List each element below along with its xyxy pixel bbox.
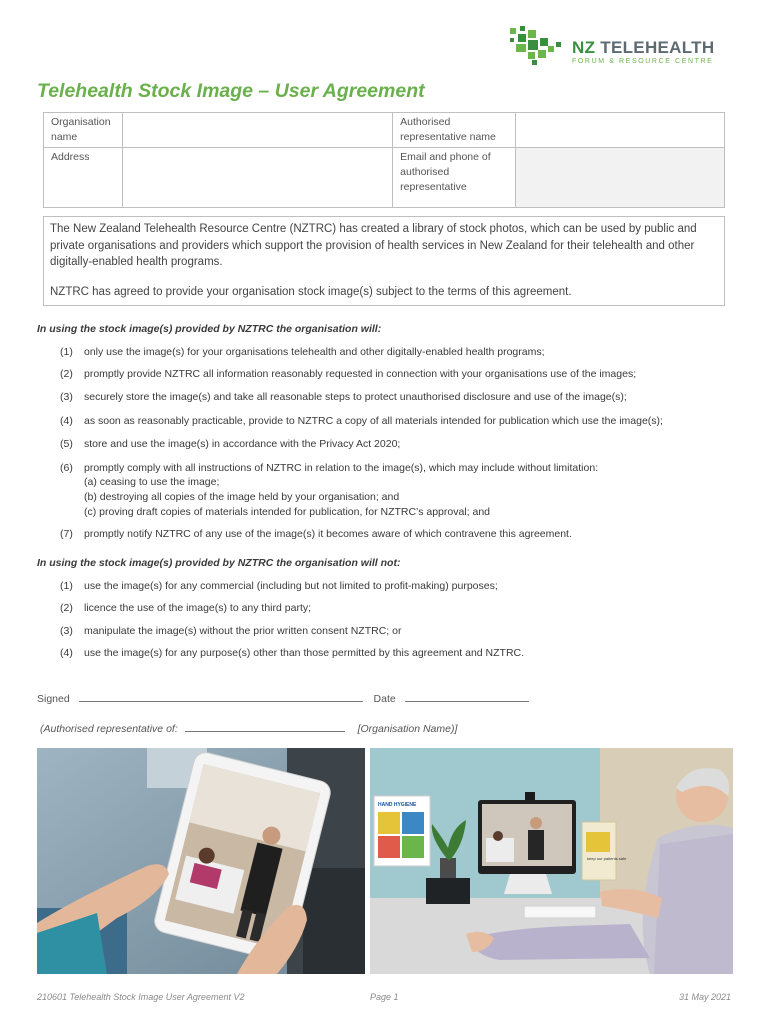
clause-text: as soon as reasonably practicable, provide to NZTRC a copy of all materials intended for publication which use the image(s); (84, 415, 663, 427)
org-name-field[interactable] (122, 113, 393, 148)
clause-number: (4) (60, 415, 73, 427)
leaflet-text: keep our patients safe (587, 856, 627, 861)
clause-text: use the image(s) for any commercial (including but not limited to profit-making) purposes; (84, 580, 498, 592)
organisation-details-table (43, 112, 725, 208)
clause-number: (5) (60, 438, 73, 450)
org-name-label: Organisation name (44, 113, 123, 148)
footer-page-number: Page 1 (370, 992, 399, 1002)
tablet-video-call-photo (37, 748, 365, 974)
logo-name (572, 38, 714, 58)
signature-line (37, 691, 529, 705)
clause-number: (2) (60, 602, 73, 614)
clause-number: (3) (60, 391, 73, 403)
rep-of-field[interactable] (185, 721, 345, 732)
intro-paragraph-2: NZTRC has agreed to provide your organisation stock image(s) subject to the terms of this agreement. (50, 285, 572, 298)
clause-number: (1) (60, 346, 73, 358)
rep-contact-label: Email and phone of authorised representative (393, 148, 516, 208)
intro-box (43, 216, 725, 306)
will-heading: In using the stock image(s) provided by NZTRC the organisation will: (37, 323, 382, 335)
page-title: Telehealth Stock Image – User Agreement (37, 80, 425, 102)
clause-text: promptly comply with all instructions of NZTRC in relation to the image(s), which may include without limitation: (84, 462, 599, 474)
address-field[interactable] (122, 148, 393, 208)
rep-of-label: (Authorised representative of: (40, 723, 178, 735)
will-not-heading: In using the stock image(s) provided by NZTRC the organisation will not: (37, 557, 401, 569)
clause-number: (7) (60, 528, 73, 540)
date-label: Date (373, 693, 396, 705)
date-field[interactable] (405, 691, 529, 702)
clause-number: (1) (60, 580, 73, 592)
footer-date: 31 May 2021 (679, 992, 732, 1002)
clause-number: (3) (60, 625, 73, 637)
poster-title: HAND HYGIENE (378, 802, 417, 808)
signature-field[interactable] (79, 691, 363, 702)
clause-number: (6) (60, 462, 73, 474)
clause-text: securely store the image(s) and take all reasonable steps to protect unauthorised disclosure and use of the image(s); (84, 391, 627, 403)
clause-text: use the image(s) for any purpose(s) other than those permitted by this agreement and NZTRC. (84, 647, 525, 659)
signed-label: Signed (37, 693, 70, 705)
logo-name-telehealth: TELEHEALTH (600, 38, 715, 57)
clause-number: (4) (60, 647, 73, 659)
address-label: Address (44, 148, 123, 208)
desktop-video-call-photo (370, 748, 733, 974)
clause-text: licence the use of the image(s) to any third party; (84, 602, 312, 614)
organisation-name-placeholder: [Organisation Name)] (357, 723, 458, 735)
intro-paragraph-1: The New Zealand Telehealth Resource Centre (NZTRC) has created a library of stock photos, which can be used by public and private organisations and providers which support the provision of health services in New Zealand for their telehealth and other digitally-enabled health programs. (50, 223, 697, 268)
sub-clause: (a) ceasing to use the image; (84, 476, 220, 488)
clause-text: manipulate the image(s) without the prior written consent NZTRC; or (84, 625, 402, 637)
representative-line (40, 721, 457, 735)
clause-text: store and use the image(s) in accordance with the Privacy Act 2020; (84, 438, 401, 450)
sub-clause: (c) proving draft copies of materials intended for publication, for NZTRC’s approval; and (84, 506, 490, 518)
logo-tagline: FORUM & RESOURCE CENTRE (572, 58, 714, 65)
clause-number: (2) (60, 368, 73, 380)
nz-telehealth-logo (508, 26, 728, 70)
sub-clause: (b) destroying all copies of the image held by your organisation; and (84, 491, 400, 503)
rep-contact-field[interactable] (515, 148, 724, 208)
rep-name-field[interactable] (515, 113, 724, 148)
rep-name-label: Authorised representative name (393, 113, 516, 148)
footer-document-ref: 210601 Telehealth Stock Image User Agreement V2 (37, 992, 245, 1002)
clause-text: promptly provide NZTRC all information reasonably requested in connection with your organisations use of the images; (84, 368, 637, 380)
logo-name-nz: NZ (572, 38, 596, 57)
clause-text: only use the image(s) for your organisations telehealth and other digitally-enabled health programs; (84, 346, 545, 358)
clause-text: promptly notify NZTRC of any use of the image(s) it becomes aware of which contravene this agreement. (84, 528, 572, 540)
pixel-cross-logo-icon (508, 26, 566, 66)
